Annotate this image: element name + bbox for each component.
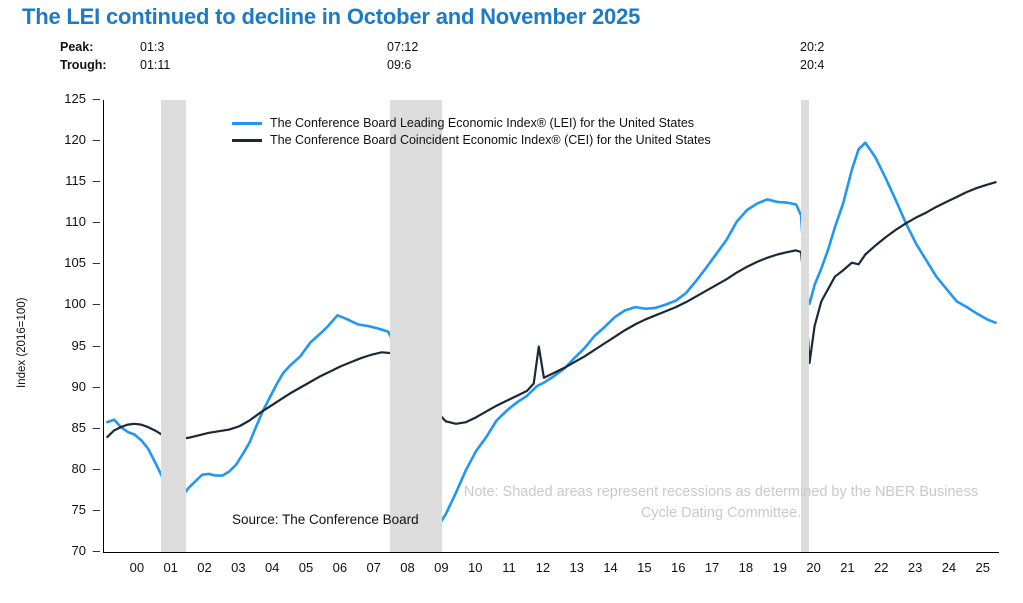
recession-band — [161, 100, 186, 552]
peak-value-3: 20:2 — [800, 40, 825, 54]
x-tick-label: 04 — [264, 560, 280, 575]
y-tick-label: 70 — [71, 543, 86, 558]
trough-value-1: 01:11 — [140, 58, 171, 72]
y-tick-mark: – — [92, 419, 100, 435]
trough-value-2: 09:6 — [387, 58, 412, 72]
y-tick-mark: – — [92, 132, 100, 148]
line-lei — [107, 143, 995, 525]
x-tick-label: 17 — [704, 560, 720, 575]
page-title: The LEI continued to decline in October and November 2025 — [22, 4, 641, 29]
y-tick-mark: – — [92, 255, 100, 271]
x-tick-label: 15 — [637, 560, 652, 575]
chart-legend — [232, 116, 711, 150]
chart-source: Source: The Conference Board — [232, 512, 419, 527]
legend-item-lei — [232, 116, 711, 130]
legend-swatch-lei — [232, 122, 262, 125]
x-tick-label: 01 — [163, 560, 178, 575]
y-tick-mark: – — [92, 378, 100, 394]
plot-canvas — [103, 100, 999, 553]
y-tick-label: 90 — [71, 378, 86, 394]
y-tick-label: 85 — [71, 419, 86, 435]
legend-label-cei: The Conference Board Coincident Economic Index® (CEI) for the United States — [270, 133, 711, 147]
x-tick-label: 06 — [332, 560, 348, 575]
y-tick-mark: – — [92, 460, 100, 476]
y-tick-mark: – — [92, 173, 100, 189]
y-tick-mark: – — [92, 91, 100, 106]
peak-value-1: 01:3 — [140, 40, 165, 54]
y-tick-label: 105 — [64, 255, 86, 271]
x-tick-label: 14 — [603, 560, 618, 575]
x-tick-label: 00 — [129, 560, 145, 575]
legend-label-lei: The Conference Board Leading Economic Index® (LEI) for the United States — [270, 116, 695, 130]
y-tick-mark: – — [92, 543, 100, 558]
legend-swatch-cei — [232, 139, 262, 142]
x-tick-label: 25 — [975, 560, 990, 575]
y-tick-label: 95 — [71, 337, 86, 353]
y-tick-label: 120 — [64, 132, 86, 148]
y-tick-mark: – — [92, 296, 100, 312]
trough-value-3: 20:4 — [800, 58, 825, 72]
y-tick-label: 100 — [64, 296, 86, 312]
y-tick-mark: – — [92, 501, 100, 517]
x-tick-label: 23 — [907, 560, 923, 575]
x-tick-label: 20 — [806, 560, 821, 575]
x-tick-label: 22 — [874, 560, 889, 575]
x-tick-label: 02 — [197, 560, 212, 575]
x-tick-label: 12 — [535, 560, 551, 575]
x-tick-label: 07 — [366, 560, 381, 575]
y-tick-label: 110 — [65, 214, 86, 230]
x-tick-label: 13 — [569, 560, 584, 575]
y-tick-label: 115 — [65, 173, 86, 189]
x-tick-label: 08 — [400, 560, 415, 575]
y-tick-label: 80 — [71, 460, 86, 476]
legend-item-cei — [232, 133, 711, 147]
chart-area — [0, 88, 1023, 603]
peak-value-2: 07:12 — [387, 40, 419, 54]
x-tick-label: 09 — [434, 560, 449, 575]
peak-label: Peak: — [60, 40, 94, 54]
x-tick-label: 24 — [941, 560, 957, 575]
y-tick-label: 125 — [64, 91, 86, 106]
chart-note: Note: Shaded areas represent recessions as determined by the NBER Business Cycle Dating Committee. — [463, 484, 979, 522]
x-tick-label: 18 — [738, 560, 754, 575]
x-tick-label: 10 — [467, 560, 483, 575]
x-tick-label: 03 — [231, 560, 246, 575]
recession-band — [390, 100, 442, 552]
line-cei — [107, 182, 995, 438]
y-tick-mark: – — [92, 337, 100, 353]
y-tick-label: 75 — [71, 501, 86, 517]
peak-trough-annotations — [60, 40, 1020, 80]
x-tick-label: 21 — [840, 560, 855, 575]
x-tick-label: 05 — [298, 560, 314, 575]
x-tick-label: 16 — [671, 560, 686, 575]
y-tick-mark: – — [92, 214, 100, 230]
x-tick-label: 11 — [502, 560, 516, 575]
trough-label: Trough: — [60, 58, 107, 72]
y-axis-label: Index (2016=100) — [16, 297, 28, 388]
x-tick-label: 19 — [772, 560, 787, 575]
